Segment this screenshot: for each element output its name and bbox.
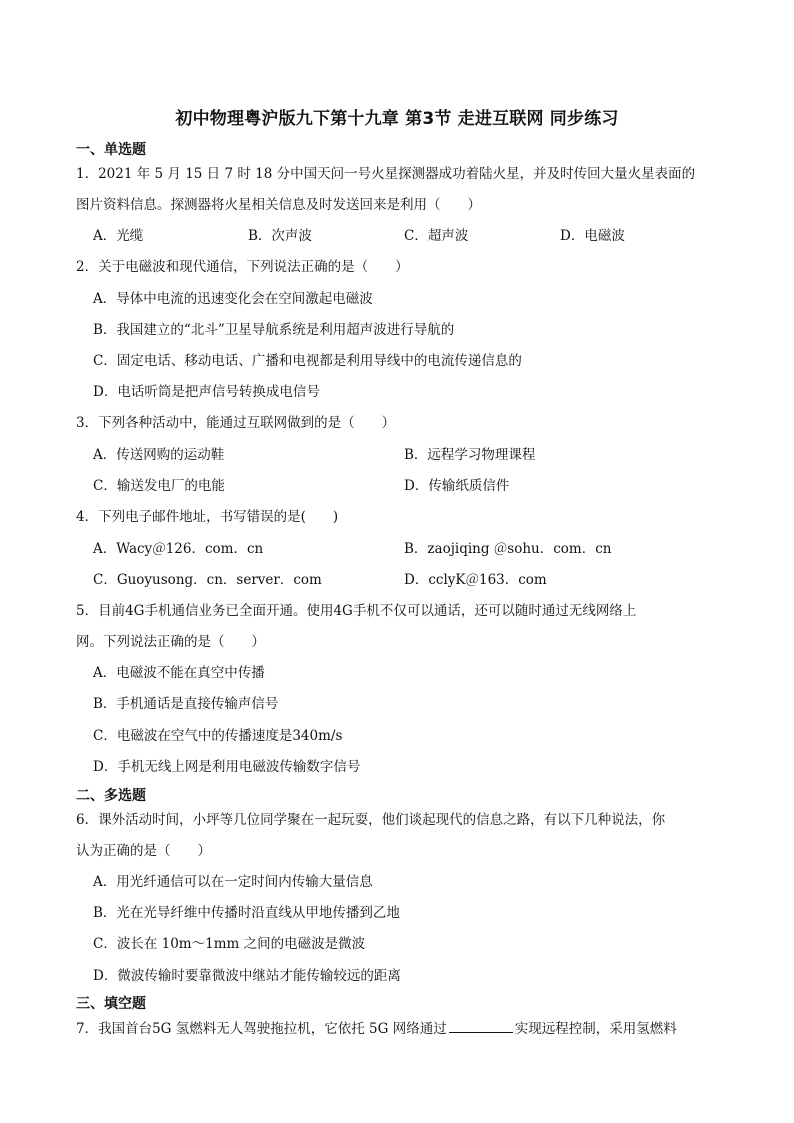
answer-blank[interactable] [449,1018,513,1033]
q3-option-c: C．输送发电厂的电能 [93,478,225,494]
q1-option-d: D．电磁波 [560,228,625,244]
page-title: 初中物理粤沪版九下第十九章 第3节 走进互联网 同步练习 [175,109,619,129]
q6-option-d: D．微波传输时要靠微波中继站才能传输较远的距离 [93,968,401,984]
question-7-line-1 [76,1018,677,1039]
question-1-line-1: 1．2021 年 5 月 15 日 7 时 18 分中国天问一号火星探测器成功着陆火星，并及时传回大量火星表面的 [76,166,696,182]
q4-option-c: C．Guoyusong．cn．server．com [93,572,322,588]
q2-option-a: A．导体中电流的迅速变化会在空间激起电磁波 [93,291,373,307]
q4-option-a: A．Wacy＠126．com．cn [93,541,264,557]
section-single-choice: 一、单选题 [76,142,146,158]
q6-option-c: C．波长在 10m～1mm 之间的电磁波是微波 [93,936,366,952]
question-7-text-after: 实现远程控制，采用氢燃料 [514,1021,677,1037]
q4-option-d: D．cclyK＠163．com [404,572,547,588]
question-2-line-1: 2．关于电磁波和现代通信，下列说法正确的是（ ） [76,259,409,275]
q5-option-b: B．手机通话是直接传输声信号 [93,696,279,712]
question-1-line-2: 图片资料信息。探测器将火星相关信息及时发送回来是利用（ ） [76,197,481,213]
question-3-line-1: 3．下列各种活动中，能通过互联网做到的是（ ） [76,415,396,431]
q6-option-a: A．用光纤通信可以在一定时间内传输大量信息 [93,874,373,890]
q1-option-b: B．次声波 [248,228,312,244]
question-6-line-1: 6．课外活动时间，小坪等几位同学聚在一起玩耍，他们谈起现代的信息之路，有以下几种说法，你 [76,812,666,828]
q2-option-b: B．我国建立的“北斗”卫星导航系统是利用超声波进行导航的 [93,322,455,338]
q5-option-c: C．电磁波在空气中的传播速度是340m/s [93,728,343,744]
q3-option-a: A．传送网购的运动鞋 [93,447,225,463]
q2-option-c: C．固定电话、移动电话、广播和电视都是利用导线中的电流传递信息的 [93,353,522,369]
question-5-line-1: 5．目前4G手机通信业务已全面开通。使用4G手机不仅可以通话，还可以随时通过无线网络上 [76,603,637,619]
section-multiple-choice: 二、多选题 [76,788,146,804]
question-4-line-1: 4．下列电子邮件地址，书写错误的是( ) [76,509,339,525]
q3-option-d: D．传输纸质信件 [404,478,510,494]
q1-option-a: A．光缆 [93,228,144,244]
question-7-text-before: 7．我国首台5G 氢燃料无人驾驶拖拉机，它依托 5G 网络通过 [76,1021,447,1037]
q6-option-b: B．光在光导纤维中传播时沿直线从甲地传播到乙地 [93,905,400,921]
q5-option-d: D．手机无线上网是利用电磁波传输数字信号 [93,759,361,775]
q4-option-b: B．zaojiqing ＠sohu．com．cn [404,541,612,557]
section-fill-in-blank: 三、填空题 [76,996,146,1012]
question-5-line-2: 网。下列说法正确的是（ ） [76,634,265,650]
q1-option-c: C．超声波 [404,228,469,244]
q2-option-d: D．电话听筒是把声信号转换成电信号 [93,384,320,400]
question-6-line-2: 认为正确的是（ ） [76,843,211,859]
q5-option-a: A．电磁波不能在真空中传播 [93,665,265,681]
q3-option-b: B．远程学习物理课程 [404,447,536,463]
